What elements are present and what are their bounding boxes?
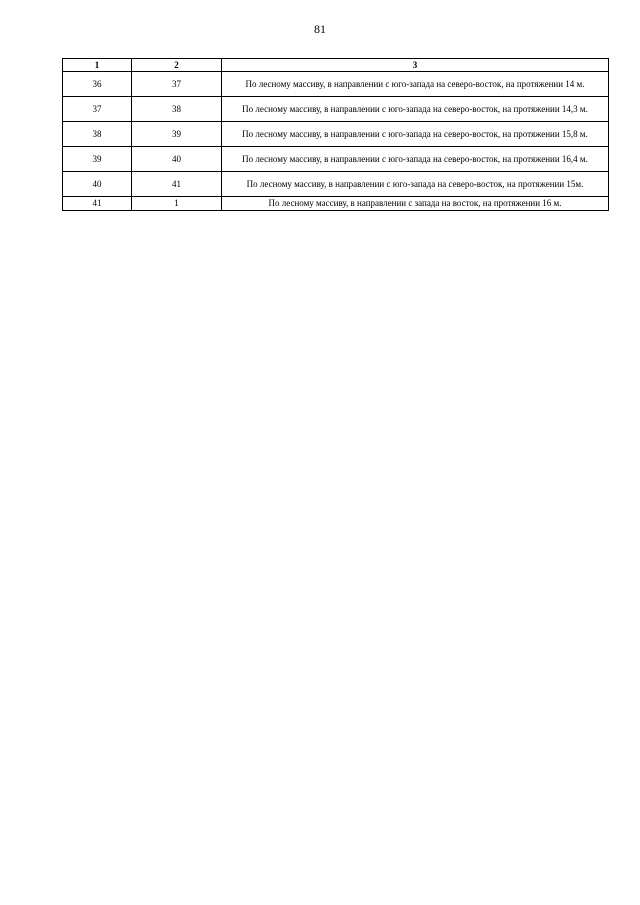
table-row — [63, 197, 609, 211]
table-header-row — [63, 59, 609, 72]
description-cell: По лесному массиву, в направлении с запада на восток, на протяжении 16 м. — [222, 197, 609, 211]
table-row — [63, 147, 609, 172]
to-point-cell: 37 — [132, 72, 222, 97]
description-cell: По лесному массиву, в направлении с юго-запада на северо-восток, на протяжении 15м. — [222, 172, 609, 197]
to-point-cell: 39 — [132, 122, 222, 147]
table-row — [63, 72, 609, 97]
description-cell: По лесному массиву, в направлении с юго-запада на северо-восток, на протяжении 14 м. — [222, 72, 609, 97]
column-header-2: 2 — [132, 59, 222, 72]
description-cell: По лесному массиву, в направлении с юго-запада на северо-восток, на протяжении 15,8 м. — [222, 122, 609, 147]
table-row — [63, 122, 609, 147]
from-point-cell: 38 — [63, 122, 132, 147]
description-cell: По лесному массиву, в направлении с юго-запада на северо-восток, на протяжении 14,3 м. — [222, 97, 609, 122]
from-point-cell: 40 — [63, 172, 132, 197]
page-number: 81 — [314, 22, 326, 36]
from-point-cell: 39 — [63, 147, 132, 172]
from-point-cell: 37 — [63, 97, 132, 122]
table-row — [63, 97, 609, 122]
column-header-1: 1 — [63, 59, 132, 72]
to-point-cell: 38 — [132, 97, 222, 122]
to-point-cell: 41 — [132, 172, 222, 197]
from-point-cell: 36 — [63, 72, 132, 97]
boundary-description-table — [62, 58, 609, 211]
to-point-cell: 40 — [132, 147, 222, 172]
column-header-3: 3 — [222, 59, 609, 72]
from-point-cell: 41 — [63, 197, 132, 211]
description-cell: По лесному массиву, в направлении с юго-запада на северо-восток, на протяжении 16,4 м. — [222, 147, 609, 172]
table-row — [63, 172, 609, 197]
to-point-cell: 1 — [132, 197, 222, 211]
